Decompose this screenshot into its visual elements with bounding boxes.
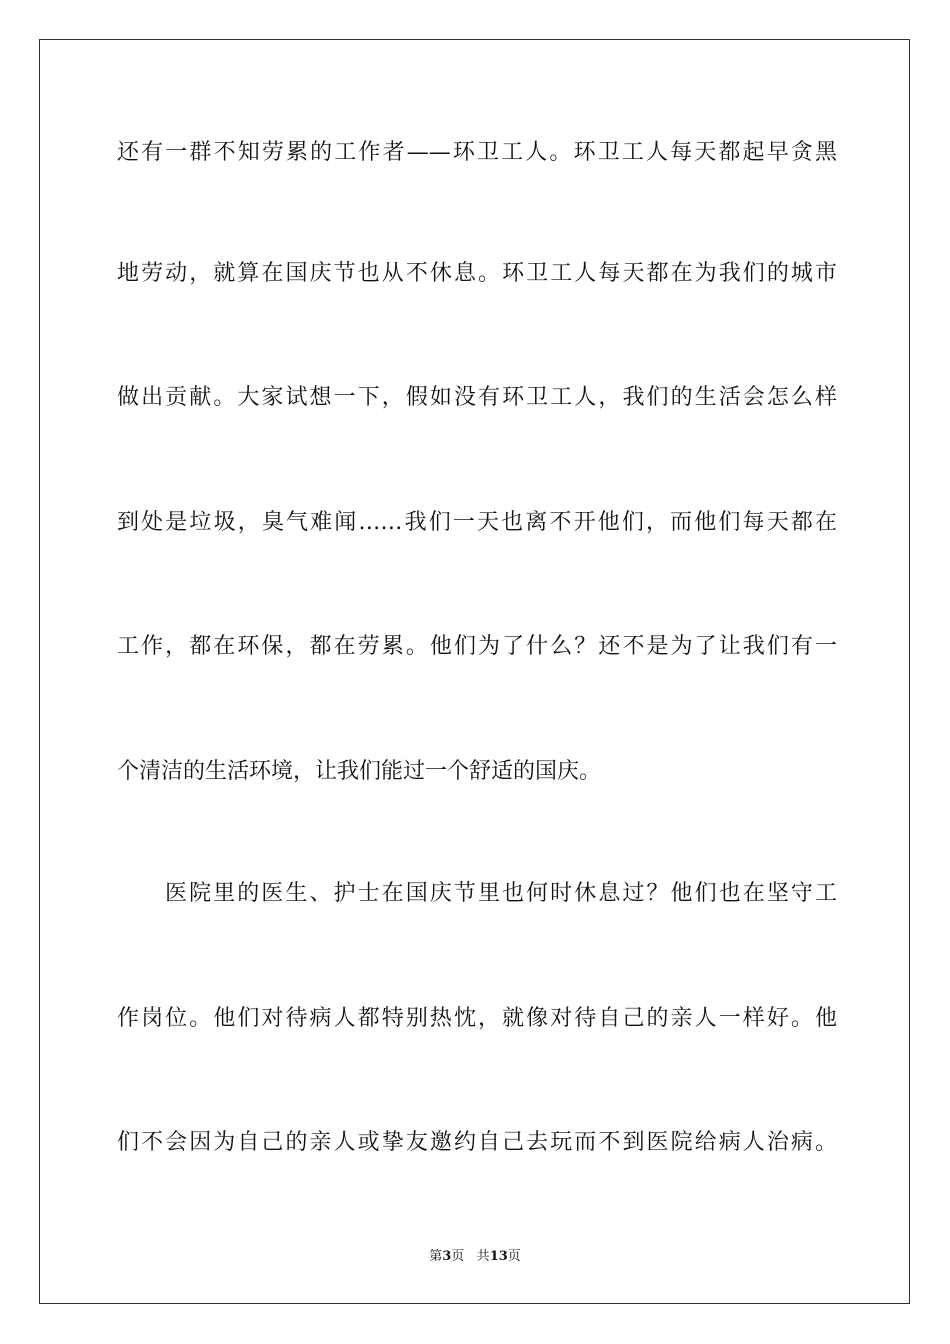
footer-total-suffix: 页 <box>507 1249 521 1264</box>
paragraph-line-5: 工作，都在环保，都在劳累。他们为了什么？还不是为了让我们有一 <box>117 634 837 659</box>
paragraph-line-1: 还有一群不知劳累的工作者——环卫工人。环卫工人每天都起早贪黑 <box>117 140 837 165</box>
footer-total-pages: 13 <box>489 1249 508 1264</box>
paragraph-line-3: 做出贡献。大家试想一下，假如没有环卫工人，我们的生活会怎么样 <box>117 385 837 410</box>
footer-page-suffix: 页 <box>451 1249 465 1264</box>
paragraph-line-7: 医院里的医生、护士在国庆节里也何时休息过？他们也在坚守工 <box>165 881 837 906</box>
paragraph-line-9: 们不会因为自己的亲人或挚友邀约自己去玩而不到医院给病人治病。 <box>117 1130 837 1155</box>
paragraph-line-6: 个清洁的生活环境，让我们能过一个舒适的国庆。 <box>117 759 602 784</box>
footer-page-prefix: 第 <box>429 1249 443 1264</box>
page-border <box>39 39 910 1304</box>
footer-total-prefix: 共 <box>476 1249 490 1264</box>
paragraph-line-2: 地劳动，就算在国庆节也从不休息。环卫工人每天都在为我们的城市 <box>117 261 837 286</box>
page-footer <box>0 1248 950 1266</box>
footer-page-number: 3 <box>442 1249 452 1264</box>
paragraph-line-4: 到处是垃圾，臭气难闻……我们一天也离不开他们，而他们每天都在 <box>117 510 837 535</box>
paragraph-line-8: 作岗位。他们对待病人都特别热忱，就像对待自己的亲人一样好。他 <box>117 1006 837 1031</box>
